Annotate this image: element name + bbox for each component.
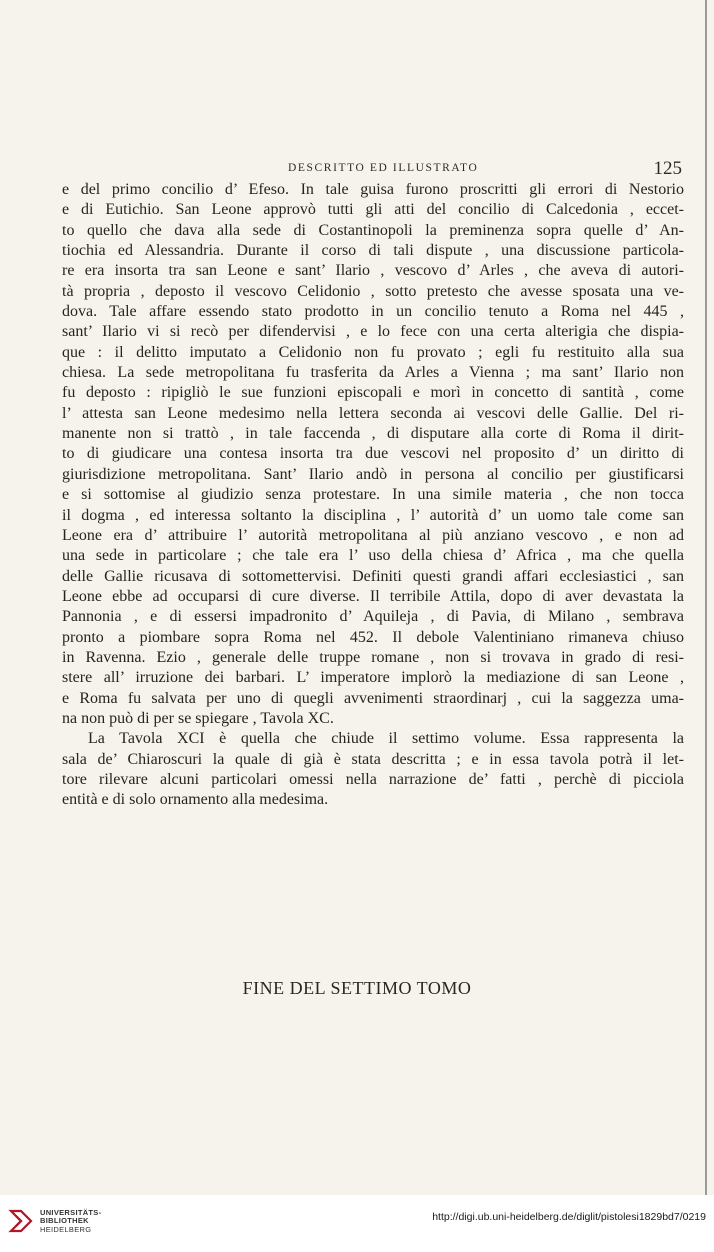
text-line: pronto a piombare sopra Roma nel 452. Il debole Valentiniano rimaneva chiuso	[62, 628, 684, 646]
text-line: il dogma , ed interessa soltanto la disciplina , l’ autorità d’ un uomo tale come san	[62, 506, 684, 524]
page-edge-line	[705, 0, 707, 1195]
closing-title: FINE DEL SETTIMO TOMO	[242, 978, 472, 998]
text-line: dova. Tale affare essendo stato prodotto in un concilio tenuto a Roma nel 445 ,	[62, 303, 684, 321]
text-line: e di Eutichio. San Leone approvò tutti gli atti del concilio di Calcedonia , eccet-	[62, 201, 684, 219]
body-text	[62, 180, 684, 811]
text-line: re era insorta tra san Leone e sant’ Ilario , vescovo d’ Arles , che aveva di autori-	[62, 262, 684, 280]
text-line: l’ attesta san Leone medesimo nella lettera seconda ai vescovi delle Gallie. Del ri-	[62, 404, 684, 422]
text-line: Leone ebbe ad occuparsi di cure diverse. Il terribile Attila, dopo di aver devastata la	[62, 587, 684, 605]
page-number: 125	[653, 158, 682, 179]
text-line: Leone era d’ attribuire l’ autorità metropolitana al più anziano vescovo , e non ad	[62, 526, 684, 544]
text-line: delle Gallie ricusava di sottomettervisi. Definiti questi grandi affari ecclesiastici , san	[62, 567, 684, 585]
text-line: sala de’ Chiaroscuri la quale di già è stata descritta ; e in essa tavola potrà il let-	[62, 750, 684, 768]
text-line: fu deposto : ripigliò le sue funzioni episcopali e morì in concetto di santità , come	[62, 384, 684, 402]
text-line: Pannonia , e di essersi impadronito d’ Aquileja , di Pavia, di Milano , sembrava	[62, 608, 684, 626]
text-line: na non può di per se spiegare , Tavola XC.	[62, 709, 334, 727]
text-line: to di giudicare una contesa insorta tra due vescovi nel proposito d’ un diritto di	[62, 445, 684, 463]
text-line: entità e di solo ornamento alla medesima.	[62, 791, 329, 809]
text-line: giurisdizione metropolitana. Sant’ Ilario andò in persona al concilio per giustificarsi	[62, 465, 684, 483]
running-title: DESCRITTO ED ILLUSTRATO	[288, 162, 479, 174]
text-line: e del primo concilio d’ Efeso. In tale guisa furono proscritti gli errori di Nestorio	[62, 181, 684, 198]
footer-bar	[0, 1195, 714, 1252]
heidelberg-library-logo-icon	[8, 1207, 34, 1237]
text-line: tore rilevare alcuni particolari omessi nella narrazione de’ fatti , perchè di picciola	[62, 770, 684, 788]
text-line: to quello che dava alla sede di Costantinopoli la preminenza sopra quelle d’ An-	[62, 221, 684, 239]
library-name	[40, 1209, 101, 1234]
text-line: stere all’ irruzione dei barbari. L’ imperatore implorò la mediazione di san Leone ,	[62, 669, 684, 687]
text-line: e Roma fu salvata per uno di quegli avvenimenti straordinarj , cui la saggezza uma-	[62, 689, 684, 707]
text-line: e si sottomise al giudizio senza protestare. In una simile materia , che non tocca	[62, 486, 684, 504]
text-line: tà propria , deposto il vescovo Celidonio , sotto pretesto che avesse sposata una ve-	[62, 282, 684, 300]
source-url[interactable]: http://digi.ub.uni-heidelberg.de/diglit/pistolesi1829bd7/0219	[432, 1211, 706, 1223]
text-line: sant’ Ilario vi si recò per difendervisi , e lo fece con una certa alterigia che dispia-	[62, 323, 684, 341]
text-line: una sede in particolare ; che tale era l’ uso della chiesa d’ Africa , ma che quella	[62, 547, 684, 565]
text-line: La Tavola XCI è quella che chiude il settimo volume. Essa rappresenta la	[88, 730, 684, 748]
library-line-1: UNIVERSITÄTS-	[40, 1208, 102, 1217]
text-line: chiesa. La sede metropolitana fu trasferita da Arles a Vienna ; ma sant’ Ilario non	[62, 364, 684, 382]
library-line-2: BIBLIOTHEK	[40, 1216, 89, 1226]
library-line-3: HEIDELBERG	[40, 1224, 92, 1234]
text-line: que : il delitto imputato a Celidonio non fu provato ; egli fu restituito alla sua	[62, 343, 684, 361]
text-line: tiochia ed Alessandria. Durante il corso di tali dispute , una discussione particola-	[62, 242, 684, 260]
text-line: in Ravenna. Ezio , generale delle truppe romane , non si trovava in grado di resi-	[62, 648, 684, 666]
page-header	[60, 158, 685, 182]
text-line: manente non si trattò , in tale faccenda , di disputare alla corte di Roma il dirit-	[62, 425, 684, 443]
